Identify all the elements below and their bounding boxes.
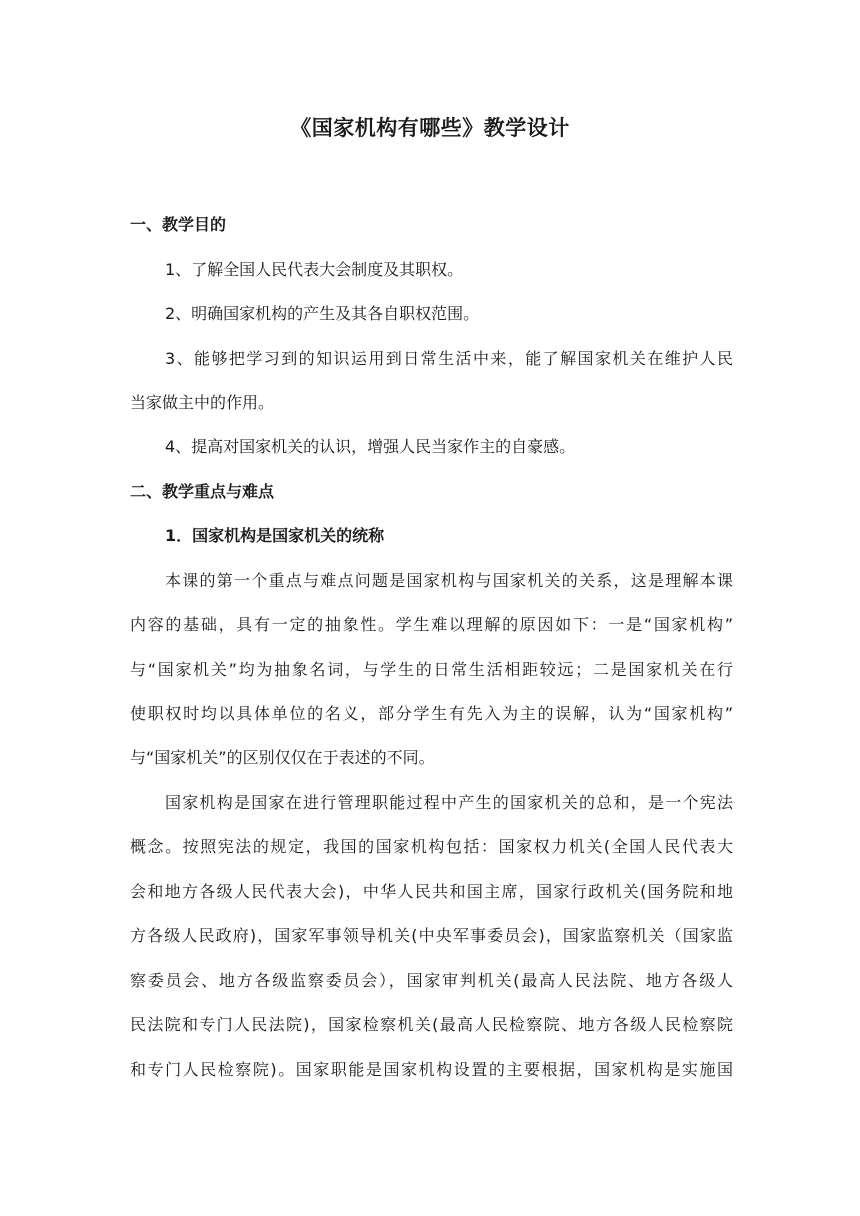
objective-item-4: 4、提高对国家机关的认识，增强人民当家作主的自豪感。 [165, 437, 576, 456]
objective-item-2: 2、明确国家机构的产生及其各自职权范围。 [165, 304, 480, 323]
paragraph-line: 会和地方各级人民代表大会)，中华人民共和国主席，国家行政机关(国务院和地 [130, 882, 733, 901]
paragraph-line: 国家机构是国家在进行管理职能过程中产生的国家机关的总和，是一个宪法 [165, 793, 733, 812]
paragraph-line: 内容的基础，具有一定的抽象性。学生难以理解的原因如下：一是“国家机构” [130, 615, 733, 634]
paragraph-line: 和专门人民检察院)。国家职能是国家机构设置的主要根据，国家机构是实施国 [130, 1060, 733, 1079]
section-heading-key-points: 二、教学重点与难点 [130, 482, 275, 501]
paragraph-line: 民法院和专门人民法院)，国家检察机关(最高人民检察院、地方各级人民检察院 [130, 1015, 733, 1034]
document-title: 《国家机构有哪些》教学设计 [290, 116, 570, 140]
section-heading-objectives: 一、教学目的 [130, 215, 227, 234]
objective-item-1: 1、了解全国人民代表大会制度及其职权。 [165, 260, 464, 279]
paragraph-line: 方各级人民政府)，国家军事领导机关(中央军事委员会)，国家监察机关（国家监 [130, 926, 733, 945]
paragraph-line: 与“国家机关”均为抽象名词，与学生的日常生活相距较远；二是国家机关在行 [130, 660, 733, 679]
objective-item-3: 3、能够把学习到的知识运用到日常生活中来，能了解国家机关在维护人民 [165, 349, 733, 368]
paragraph-line: 与“国家机关”的区别仅仅在于表述的不同。 [130, 748, 435, 767]
paragraph-line: 察委员会、地方各级监察委员会），国家审判机关(最高人民法院、地方各级人 [130, 971, 733, 990]
paragraph-line: 概念。按照宪法的规定，我国的国家机构包括：国家权力机关(全国人民代表大 [130, 837, 733, 856]
subheading-1: 1．国家机构是国家机关的统称 [165, 526, 385, 545]
paragraph-line: 本课的第一个重点与难点问题是国家机构与国家机关的关系，这是理解本课 [165, 571, 733, 590]
objective-item-3-cont: 当家做主中的作用。 [130, 393, 275, 412]
paragraph-line: 使职权时均以具体单位的名义，部分学生有先入为主的误解，认为“国家机构” [130, 704, 733, 723]
